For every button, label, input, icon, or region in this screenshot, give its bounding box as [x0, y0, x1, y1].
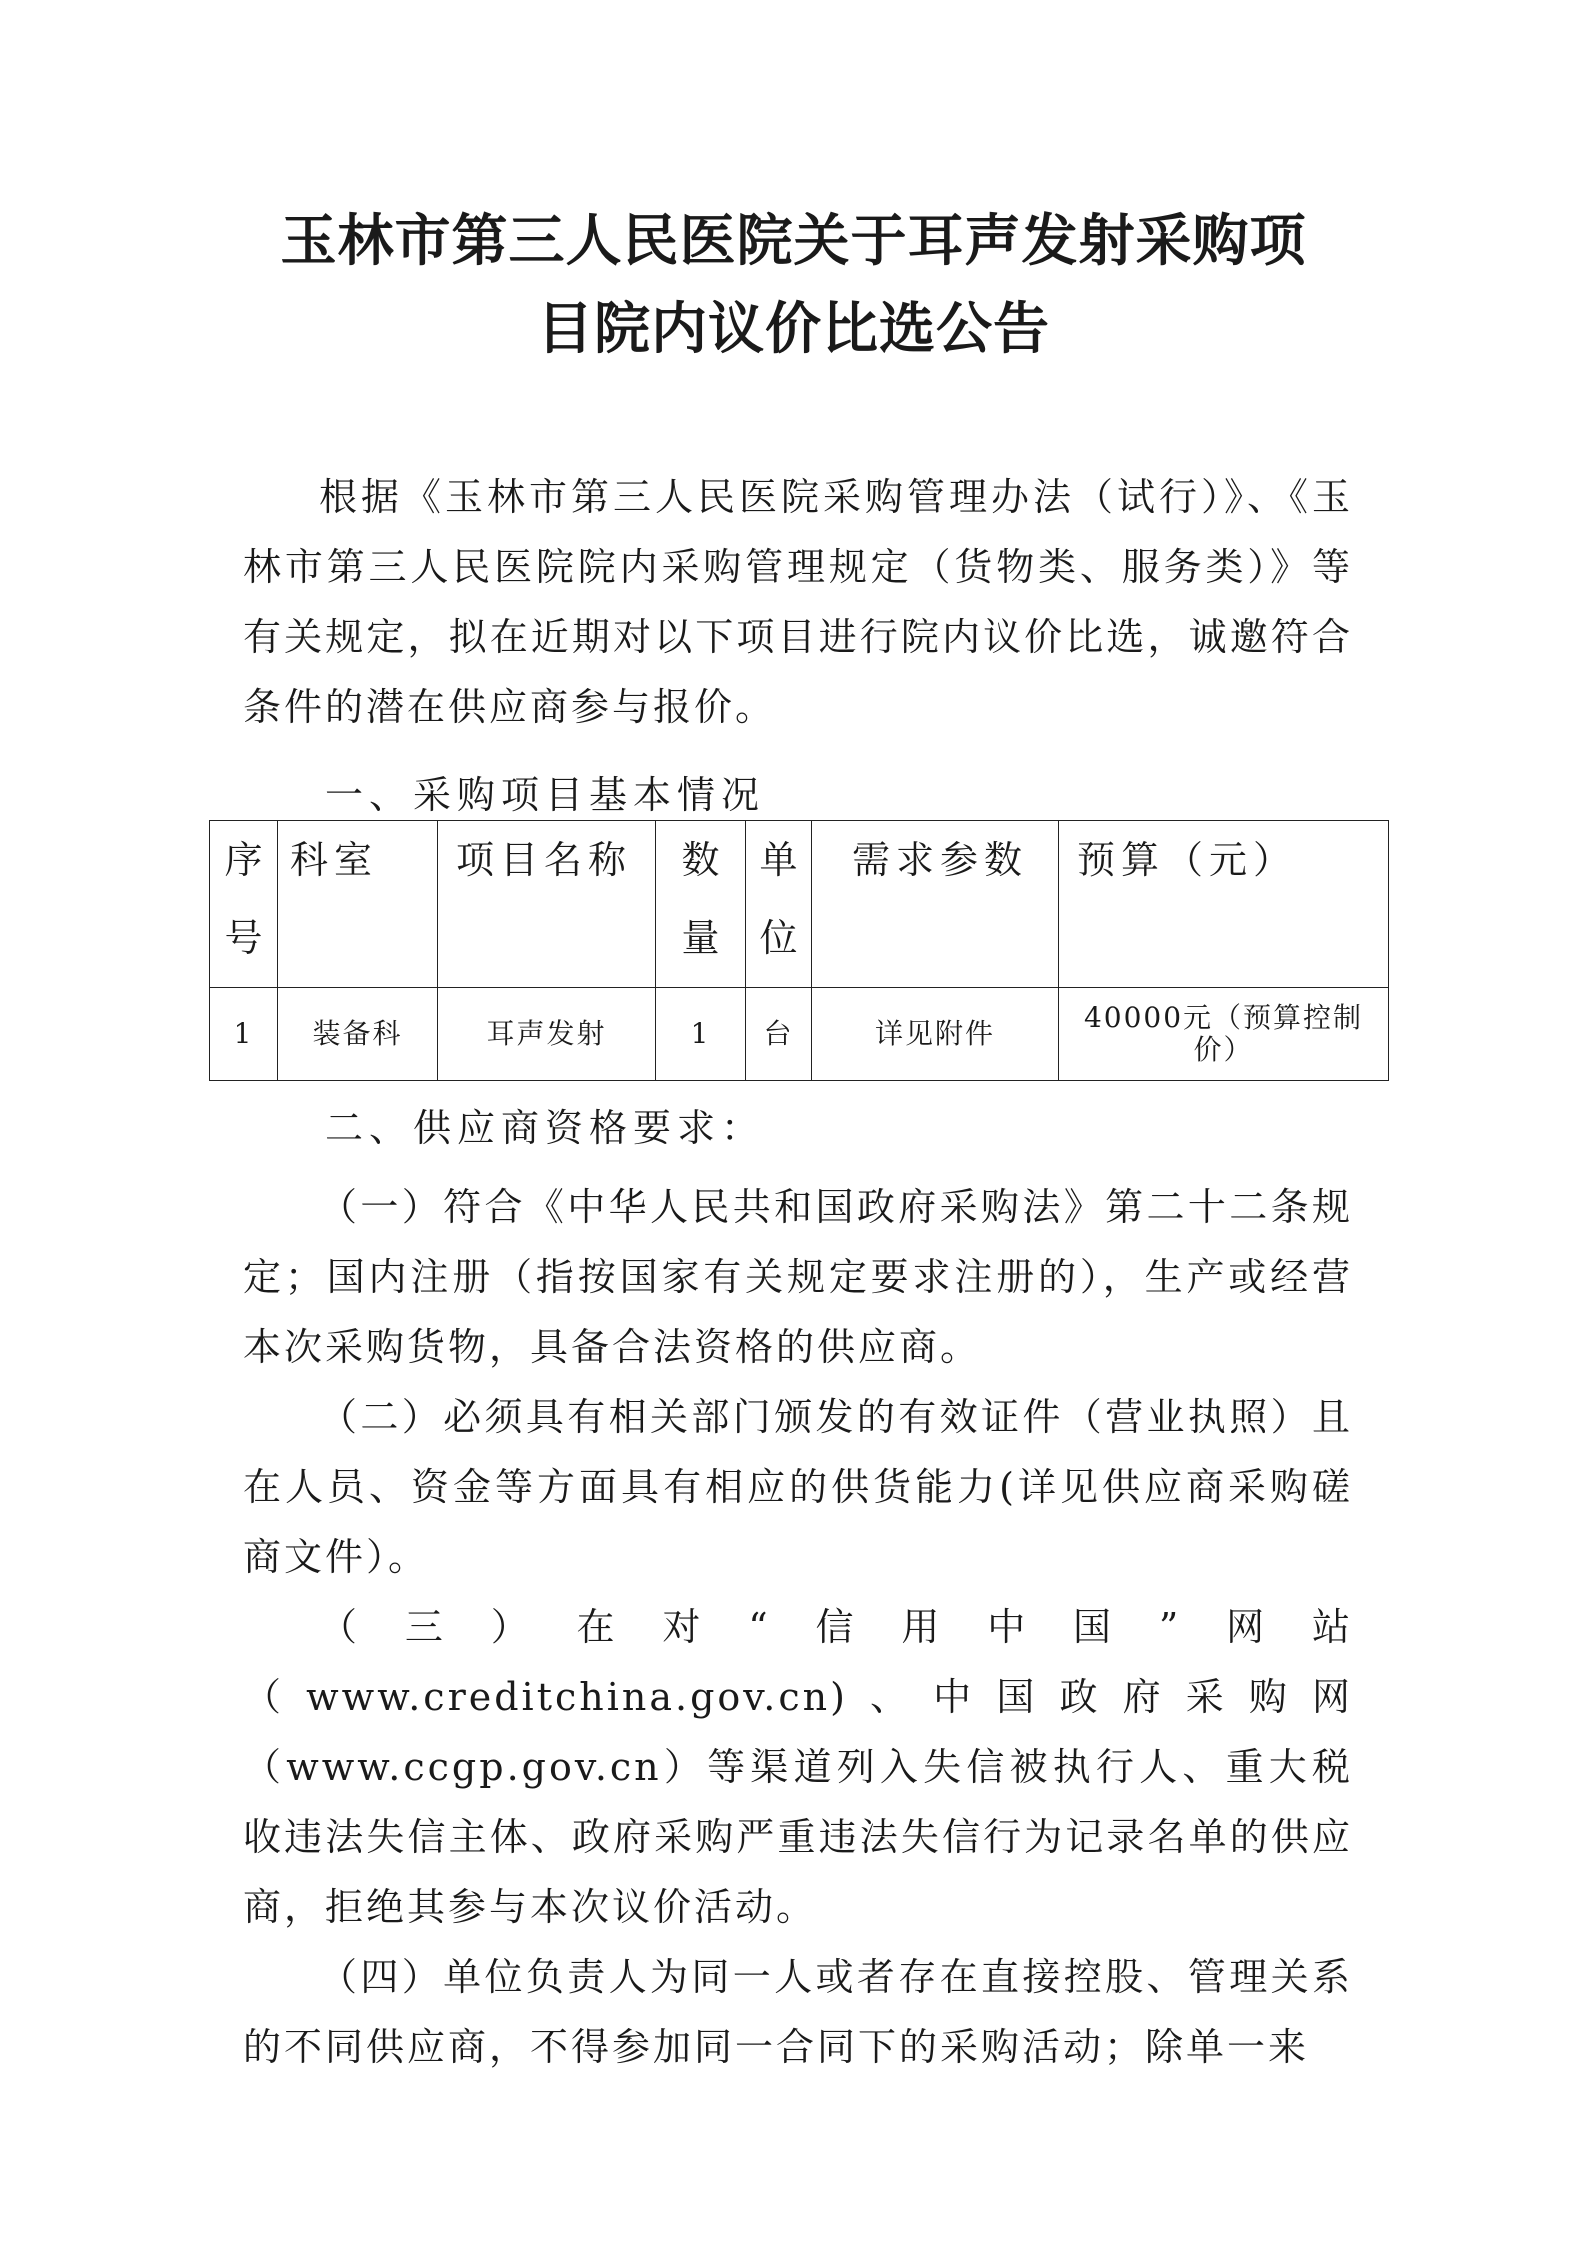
cell-dept: 装备科: [278, 988, 438, 1081]
cell-seq: 1: [210, 988, 278, 1081]
header-seq: 序号: [210, 821, 278, 988]
requirement-2: （二）必须具有相关部门颁发的有效证件（营业执照）且在人员、资金等方面具有相应的供货能力(详见供应商采购磋商文件）。: [243, 1395, 1353, 1579]
header-dept: 科室: [278, 821, 438, 988]
title-line-1: 玉林市第三人民医院关于耳声发射采购项: [280, 209, 1307, 274]
requirement-4: （四）单位负责人为同一人或者存在直接控股、管理关系的不同供应商，不得参加同一合同下的采购活动；除单一来: [243, 1955, 1353, 2069]
header-name: 项目名称: [438, 821, 656, 988]
header-qty: 数量: [656, 821, 746, 988]
cell-qty: 1: [656, 988, 746, 1081]
section-1-heading: 一、采购项目基本情况: [325, 773, 766, 817]
cell-name: 耳声发射: [438, 988, 656, 1081]
section-2-heading: 二、供应商资格要求：: [325, 1106, 766, 1150]
requirement-1: （一）符合《中华人民共和国政府采购法》第二十二条规定；国内注册（指按国家有关规定要求注册的），生产或经营本次采购货物，具备合法资格的供应商。: [243, 1185, 1353, 1369]
requirement-3: （三）在对“信用中国”网站（www.creditchina.gov.cn)、中国政府采购网（www.ccgp.gov.cn）等渠道列入失信被执行人、重大税收违法失信主体、政府采购严重违法失信行为记录名单的供应商，拒绝其参与本次议价活动。: [243, 1605, 1353, 1929]
requirements-block: [243, 1172, 1353, 2082]
cell-params: 详见附件: [812, 988, 1059, 1081]
cell-budget: 40000元（预算控制价）: [1059, 988, 1389, 1081]
intro-paragraph: 根据《玉林市第三人民医院采购管理办法（试行）》、《玉林市第三人民医院院内采购管理规定（货物类、服务类）》等有关规定，拟在近期对以下项目进行院内议价比选，诚邀符合条件的潜在供应商参与报价。: [243, 475, 1353, 729]
table-row: [210, 988, 1389, 1081]
procurement-items-table: [209, 820, 1389, 1081]
intro-block: [243, 462, 1353, 742]
table-header-row: [210, 821, 1389, 988]
header-params: 需求参数: [812, 821, 1059, 988]
header-unit: 单位: [746, 821, 812, 988]
title-line-2: 目院内议价比选公告: [537, 297, 1050, 362]
document-title: [240, 198, 1347, 374]
cell-unit: 台: [746, 988, 812, 1081]
header-budget: 预算（元）: [1059, 821, 1389, 988]
